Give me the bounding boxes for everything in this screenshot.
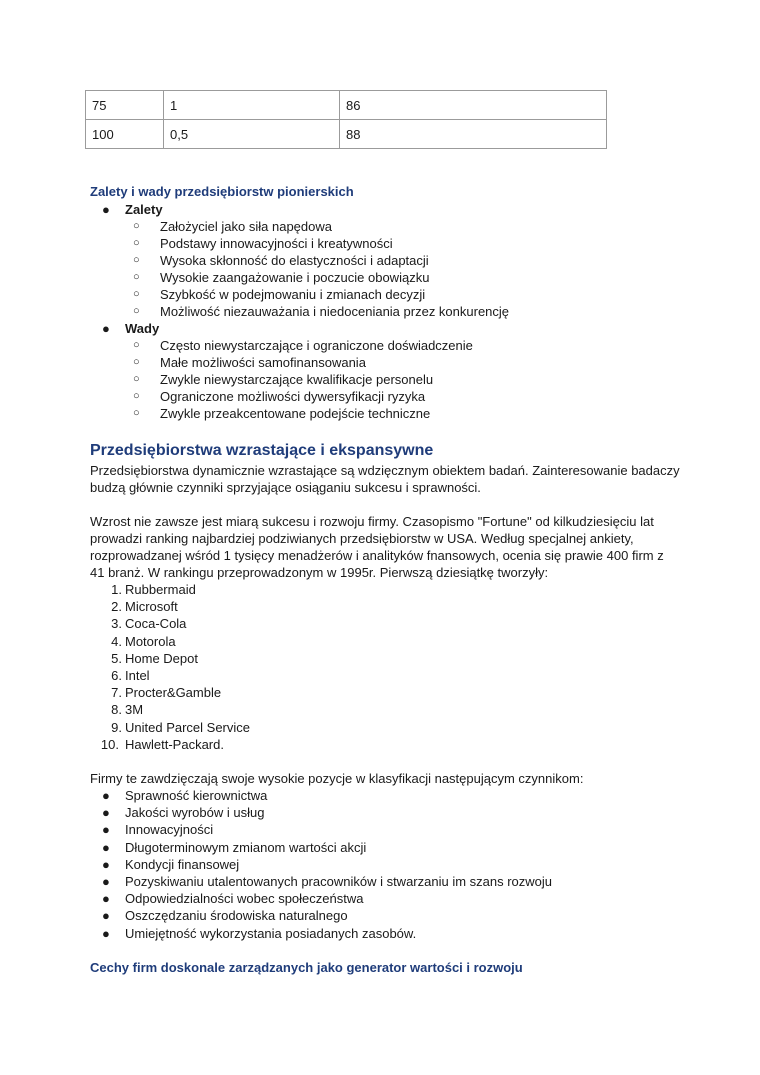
list-item-text: Motorola [125,633,176,649]
list-item [90,235,690,252]
circle-bullet-icon: ○ [133,220,140,232]
list-item [90,405,690,422]
list-item-text: Pozyskiwaniu utalentowanych pracowników i stwarzaniu im szans rozwoju [125,874,553,890]
list-item [90,633,690,650]
text-line: Wzrost nie zawsze jest miarą sukcesu i rozwoju firmy. Czasopismo "Fortune" od kilkudziesięciu lat [90,514,654,529]
list-item [90,581,690,598]
list-item [90,821,690,838]
circle-bullet-icon: ○ [133,390,140,402]
list-number: 5. [111,650,122,666]
list-item [90,218,690,235]
bullet-icon: ● [102,925,110,941]
text-line: 41 branż. W rankingu przeprowadzonym w 1995r. Pierwszą dziesiątkę tworzyły: [90,565,549,580]
list-item-text: Jakości wyrobów i usług [125,805,265,821]
bullet-icon: ● [102,805,110,821]
table-cell: 86 [340,91,607,120]
list-item [90,667,690,684]
list-item [90,615,690,632]
bullet-icon: ● [102,839,110,855]
table-cell: 0,5 [164,120,340,149]
list-item-text: Wysokie zaangażowanie i poczucie obowiązku [160,270,430,285]
list-item [90,925,690,942]
list-item [90,371,690,388]
bullet-icon: ● [102,788,110,803]
table-cell: 1 [164,91,340,120]
list-number: 4. [111,633,122,649]
list-number: 6. [111,668,122,684]
pros-label: Zalety [125,202,163,217]
table-cell: 75 [86,91,164,120]
list-item [90,701,690,718]
table-cell: 88 [340,120,607,149]
list-item [90,354,690,371]
list-item [90,684,690,701]
list-item-text: Długoterminowym zmianom wartości akcji [125,839,367,855]
list-item-text: Szybkość w podejmowaniu i zmianach decyzji [160,287,426,302]
list-item-text: 3M [125,702,144,718]
list-item [90,650,690,667]
list-item [90,252,690,269]
list-item [90,388,690,405]
list-item-text: Kondycji finansowej [125,856,240,872]
growth-paragraph-1 [90,462,690,496]
list-number: 7. [111,685,122,701]
factors-intro: Firmy te zawdzięczają swoje wysokie pozycje w klasyfikacji następującym czynnikom: [90,771,584,786]
list-number: 9. [111,719,122,735]
ranking-list [90,581,690,753]
pros-list [125,218,690,320]
list-item [90,873,690,890]
pioneers-heading: Zalety i wady przedsiębiorstw pionierskich [90,184,354,199]
list-item-text: Home Depot [125,650,198,666]
list-item-text: Ograniczone możliwości dywersyfikacji ryzyka [160,389,426,404]
circle-bullet-icon: ○ [133,407,140,419]
circle-bullet-icon: ○ [133,254,140,266]
list-item [90,337,690,354]
list-item-text: Umiejętność wykorzystania posiadanych zasobów. [125,925,417,941]
bullet-icon: ● [102,321,110,336]
list-item-text: Zwykle przeakcentowane podejście techniczne [160,406,431,421]
list-item-text: Innowacyjności [125,822,214,838]
list-number: 3. [111,616,122,632]
circle-bullet-icon: ○ [133,356,140,368]
list-item-text: United Parcel Service [125,719,250,735]
excellence-heading: Cechy firm doskonale zarządzanych jako generator wartości i rozwoju [90,960,523,975]
list-item-text: Microsoft [125,599,178,615]
bullet-icon: ● [102,856,110,872]
list-item [90,787,690,804]
list-item-text: Rubbermaid [125,582,196,597]
bullet-icon: ● [102,202,110,217]
factors-list [90,787,690,942]
list-item [90,598,690,615]
list-item-text: Coca-Cola [125,616,187,632]
circle-bullet-icon: ○ [133,271,140,283]
list-item-text: Podstawy innowacyjności i kreatywności [160,236,393,251]
list-item [90,890,690,907]
list-item-text: Hawlett-Packard. [125,736,224,752]
table-row [86,120,607,149]
growth-heading: Przedsiębiorstwa wzrastające i ekspansywne [90,442,434,459]
bullet-icon: ● [102,874,110,890]
list-item [90,269,690,286]
list-number: 2. [111,599,122,615]
pioneers-list [90,201,690,422]
bullet-icon: ● [102,891,110,907]
text-line: Przedsiębiorstwa dynamicznie wzrastające są wdzięcznym obiektem badań. Zainteresowanie badaczy [90,463,680,478]
circle-bullet-icon: ○ [133,305,140,317]
bullet-icon: ● [102,822,110,838]
circle-bullet-icon: ○ [133,237,140,249]
table-cell: 100 [86,120,164,149]
list-item [90,286,690,303]
circle-bullet-icon: ○ [133,288,140,300]
list-item-text: Intel [125,668,150,684]
list-item [90,736,690,753]
list-number: 8. [111,702,122,718]
list-item [90,303,690,320]
list-item-text: Sprawność kierownictwa [125,788,268,803]
list-item [90,839,690,856]
list-number: 10. [100,736,119,752]
list-item-text: Często niewystarczające i ograniczone doświadczenie [160,338,473,353]
bullet-icon: ● [102,908,110,924]
list-item-text: Małe możliwości samofinansowania [160,355,366,370]
text-line: rozprowadzanej wśród 1 tysięcy menadżerów i analityków fnansowych, ocenia się prawie 400 firm z [90,548,664,563]
cons-label: Wady [125,321,160,336]
text-line: budzą głównie czynniki sprzyjające osiąganiu sukcesu i sprawności. [90,480,481,495]
list-item-text: Zwykle niewystarczające kwalifikacje personelu [160,372,434,387]
list-item [90,907,690,924]
list-item-text: Odpowiedzialności wobec społeczeństwa [125,891,364,907]
circle-bullet-icon: ○ [133,339,140,351]
table-row [86,91,607,120]
list-number: 1. [111,582,122,597]
cons-item [90,320,690,422]
list-item [90,804,690,821]
list-item-text: Możliwość niezauważania i niedoceniania przez konkurencję [160,304,510,319]
list-item-text: Założyciel jako siła napędowa [160,219,332,234]
growth-paragraph-2 [90,513,690,581]
pros-item [90,201,690,320]
cons-list [125,337,690,422]
list-item [90,856,690,873]
data-table [85,90,607,149]
list-item-text: Wysoka skłonność do elastyczności i adaptacji [160,253,429,268]
list-item-text: Procter&Gamble [125,685,222,701]
list-item-text: Oszczędzaniu środowiska naturalnego [125,908,348,924]
circle-bullet-icon: ○ [133,373,140,385]
text-line: prowadzi ranking najbardziej podziwianych przedsiębiorstw w USA. Według specjalnej ankiety, [90,531,634,546]
list-item [90,719,690,736]
